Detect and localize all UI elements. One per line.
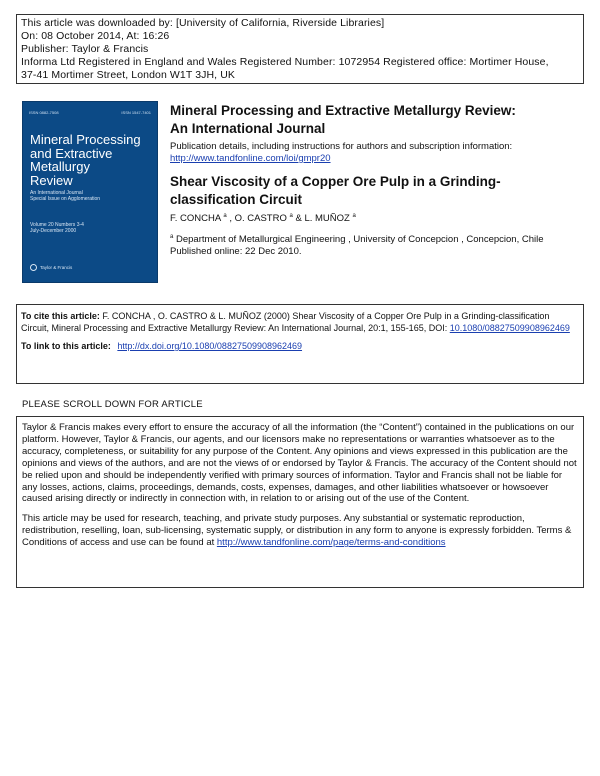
cite-text: F. CONCHA , O. CASTRO & L. MUÑOZ (2000) Shear Viscosity of a Copper Ore Pulp in a Grinding-classification Circuit, Mineral Processing and Extractive Metallurgy Review: An International Journal, 20:1, 155-165, DOI: (21, 311, 550, 333)
cover-subtitle-line: Special Issue on Agglomeration (30, 196, 101, 202)
journal-link[interactable]: http://www.tandfonline.com/loi/gmpr20 (170, 153, 331, 164)
author-name: & L. MUÑOZ (295, 213, 350, 225)
cover-issn (29, 110, 151, 115)
cover-title-line: Review (30, 172, 73, 188)
cover-issn-right: ISSN 1547-7401 (121, 110, 151, 115)
disclaimer-box (16, 416, 584, 588)
article-title-line: Shear Viscosity of a Copper Ore Pulp in a Grinding- (170, 174, 501, 189)
article-title-line: classification Circuit (170, 192, 303, 207)
cover-subtitle (30, 190, 100, 202)
cite-label: To cite this article: (21, 311, 100, 321)
journal-cover (22, 101, 158, 283)
article-title (170, 173, 580, 209)
affiliation-block (170, 231, 580, 258)
article-link[interactable]: http://dx.doi.org/10.1080/08827509908962469 (117, 341, 303, 351)
author-name: , O. CASTRO (229, 213, 287, 225)
author-affiliation-mark: a (352, 213, 356, 219)
cover-subtitle-line: An International Journal (30, 190, 83, 196)
disclaimer-paragraph-2-text: This article may be used for research, teaching, and private study purposes. Any substantial or systematic reproduction, redistribution, reselling, loan, sub-licensing, systematic supply, or distribution in any form to anyone is expressly forbidden. Terms & Conditions of access and use can be found at (22, 513, 572, 549)
header-line: 37-41 Mortimer Street, London W1T 3JH, UK (21, 69, 235, 81)
cover-publisher-logo (30, 264, 72, 271)
doi-link[interactable]: 10.1080/08827509908962469 (449, 323, 570, 333)
download-header (16, 14, 584, 84)
header-line: Informa Ltd Registered in England and Wales Registered Number: 1072954 Registered office: Mortimer House, (21, 56, 549, 68)
citation-box (16, 304, 584, 384)
cover-title-line: Metallurgy (30, 159, 90, 174)
terms-link[interactable]: http://www.tandfonline.com/page/terms-and-conditions (216, 537, 446, 549)
author-name: F. CONCHA (170, 213, 221, 225)
affiliation-mark: a (170, 234, 174, 241)
published-online: Published online: 22 Dec 2010. (170, 246, 302, 258)
cover-volume-line: July-December 2000 (30, 228, 77, 234)
article-info (170, 102, 580, 258)
link-paragraph (21, 340, 579, 352)
header-line: This article was downloaded by: [University of California, Riverside Libraries] (21, 17, 385, 29)
cite-paragraph (21, 310, 579, 334)
header-line: On: 08 October 2014, At: 16:26 (21, 30, 170, 42)
cover-issn-left: ISSN 0882-7508 (29, 110, 59, 115)
affiliation (170, 231, 580, 246)
journal-title (170, 102, 580, 138)
disclaimer-paragraph-2 (22, 513, 578, 549)
journal-title-line: Mineral Processing and Extractive Metallurgy Review: (170, 103, 516, 118)
cover-title-line: Mineral Processing (30, 132, 141, 147)
cover-title (30, 133, 141, 187)
cover-volume (30, 222, 84, 234)
header-line: Publisher: Taylor & Francis (21, 43, 149, 55)
author-affiliation-mark: a (289, 213, 293, 219)
cover-volume-line: Volume 20 Numbers 3-4 (30, 222, 84, 228)
journal-title-line: An International Journal (170, 121, 326, 136)
authors (170, 213, 580, 224)
publication-details (170, 141, 580, 165)
cover-publisher: Taylor & Francis (40, 265, 73, 270)
publication-details-text: Publication details, including instructions for authors and subscription information: (170, 141, 513, 152)
link-label: To link to this article: (21, 341, 111, 351)
please-scroll-notice: PLEASE SCROLL DOWN FOR ARTICLE (22, 399, 203, 410)
author-affiliation-mark: a (223, 213, 227, 219)
affiliation-text: Department of Metallurgical Engineering , University of Concepcion , Concepcion, Chile (175, 234, 544, 246)
cover-title-line: and Extractive (30, 145, 113, 161)
publisher-logo-icon (30, 264, 37, 271)
disclaimer-paragraph-1: Taylor & Francis makes every effort to ensure the accuracy of all the information (the “Content”) contained in the publications on our platform. However, Taylor & Francis, our agents, and our licensors make no representations or warranties whatsoever as to the accuracy, completeness, or suitability for any purpose of the Content. Any opinions and views expressed in this publication are the opinions and views of the authors, and are not the views of or endorsed by Taylor & Francis. The accuracy of the Content should not be relied upon and should be independently verified with primary sources of information. Taylor and Francis shall not be liable for any losses, actions, claims, proceedings, demands, costs, expenses, damages, and other liabilities whatsoever or howsoever caused arising directly or indirectly in connection with, in relation to or arising out of the use of the Content. (22, 422, 577, 505)
